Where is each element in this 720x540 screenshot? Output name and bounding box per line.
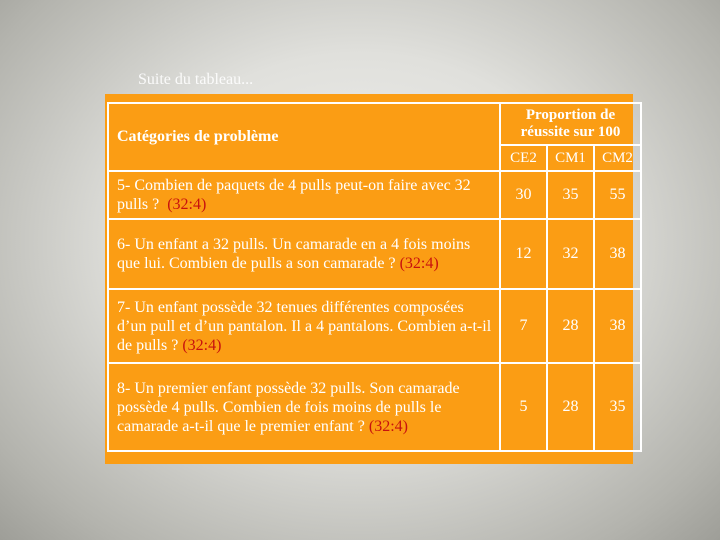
proportion-header-line1: Proportion de — [525, 107, 616, 123]
value-cm2: 35 — [594, 363, 641, 451]
value-ce2: 30 — [500, 171, 547, 219]
table-row — [108, 219, 641, 289]
problem-text — [108, 289, 500, 363]
grade-ce2: CE2 — [500, 145, 547, 171]
problem-text — [108, 219, 500, 289]
category-header: Catégories de problème — [108, 103, 500, 171]
value-ce2: 5 — [500, 363, 547, 451]
problem-statement: 6- Un enfant a 32 pulls. Un camarade en a 4 fois moins que lui. Combien de pulls a son camarade ? — [117, 236, 471, 272]
value-cm1: 28 — [547, 363, 594, 451]
proportion-header — [500, 103, 641, 145]
proportion-header-line2: réussite sur 100 — [520, 124, 621, 140]
value-cm2: 38 — [594, 289, 641, 363]
problem-statement: 8- Un premier enfant possède 32 pulls. Son camarade possède 4 pulls. Combien de fois moins de pulls le camarade a-t-il que le premier enfant ? — [117, 379, 460, 435]
problem-results-table — [107, 102, 642, 452]
value-cm1: 35 — [547, 171, 594, 219]
problem-statement: 7- Un enfant possède 32 tenues différentes composées d’un pull et d’un pantalon. Il a 4 pantalons. Combien a-t-il de pulls ? — [117, 298, 492, 354]
problem-statement: 5- Combien de paquets de 4 pulls peut-on faire avec 32 pulls ? — [117, 177, 471, 213]
value-cm1: 32 — [547, 219, 594, 289]
table-row — [108, 171, 641, 219]
operation-reference: (32:4) — [399, 255, 439, 272]
value-ce2: 7 — [500, 289, 547, 363]
operation-reference: (32:4) — [368, 417, 408, 435]
grade-cm1: CM1 — [547, 145, 594, 171]
table-row — [108, 289, 641, 363]
table-row — [108, 363, 641, 451]
value-cm1: 28 — [547, 289, 594, 363]
problem-text — [108, 171, 500, 219]
grade-cm2: CM2 — [594, 145, 641, 171]
value-ce2: 12 — [500, 219, 547, 289]
value-cm2: 55 — [594, 171, 641, 219]
table-header-row — [108, 103, 641, 145]
operation-reference: (32:4) — [182, 336, 222, 354]
cut-off-heading: Suite du tableau... — [138, 71, 254, 88]
value-cm2: 38 — [594, 219, 641, 289]
problem-text — [108, 363, 500, 451]
operation-reference: (32:4) — [167, 196, 207, 213]
